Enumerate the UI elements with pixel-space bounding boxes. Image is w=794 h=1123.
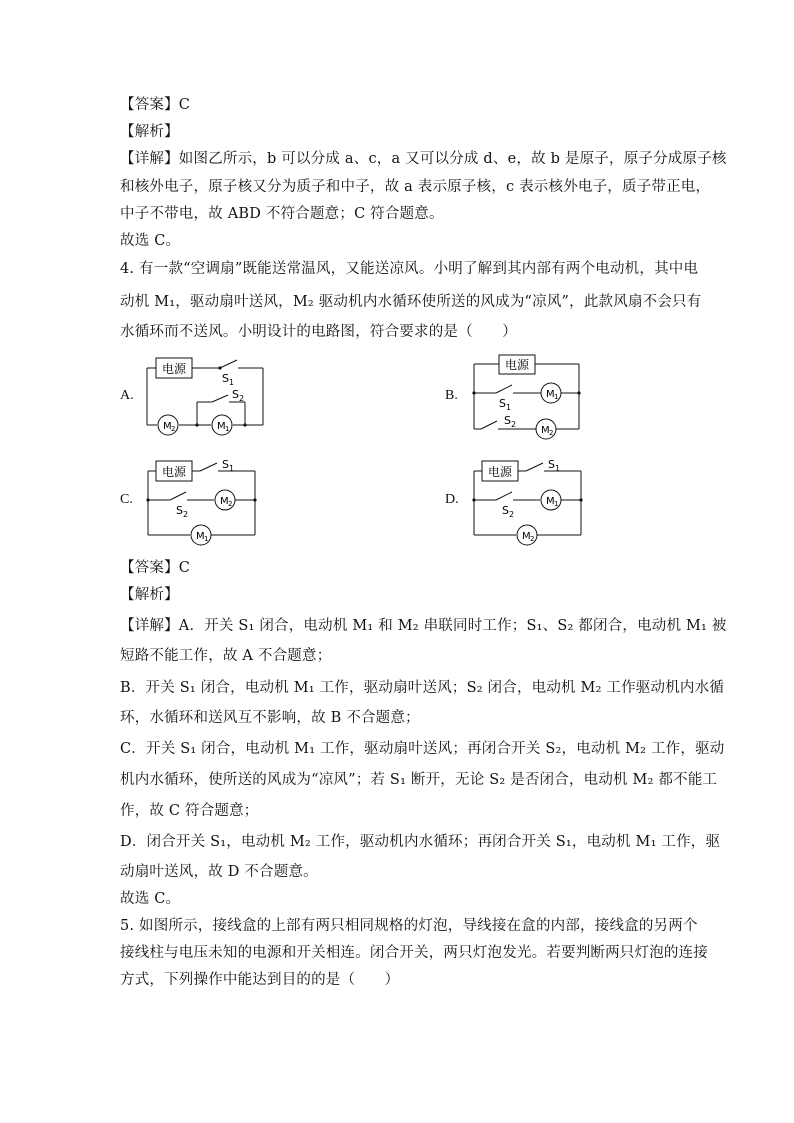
svg-text:M: M bbox=[541, 425, 550, 436]
switch-s2-label: S bbox=[502, 504, 509, 517]
svg-text:1: 1 bbox=[229, 464, 235, 473]
svg-text:2: 2 bbox=[509, 510, 515, 519]
q4-detail-line: 【详解】A．开关 S₁ 闭合，电动机 M₁ 和 M₂ 串联同时工作；S₁、S₂ 都闭合，电动机 M₁ 被 bbox=[120, 618, 727, 634]
switch-s2 bbox=[212, 395, 228, 402]
q3-detail-line-1: 【详解】如图乙所示，b 可以分成 a、c，a 又可以分成 d、e，故 b 是原子，原子分成原子核 bbox=[120, 151, 727, 167]
svg-text:1: 1 bbox=[506, 403, 512, 412]
power-source-label: 电源 bbox=[161, 465, 187, 479]
q4-analysis-heading: 【解析】 bbox=[120, 587, 179, 603]
q3-detail-line-2: 和核外电子，原子核又分为质子和中子，故 a 表示原子核，c 表示核外电子，质子带正电， bbox=[120, 179, 711, 195]
svg-text:M: M bbox=[546, 496, 555, 507]
switch-s1 bbox=[526, 463, 543, 471]
svg-text:M: M bbox=[217, 421, 226, 432]
svg-text:1: 1 bbox=[554, 500, 559, 508]
option-c-label: C. bbox=[120, 492, 133, 507]
q3-detail-line-3: 中子不带电，故 ABD 不符合题意；C 符合题意。 bbox=[120, 206, 444, 222]
option-a-label: A. bbox=[120, 388, 134, 403]
power-source-label: 电源 bbox=[487, 465, 513, 479]
svg-text:2: 2 bbox=[171, 425, 176, 433]
svg-text:1: 1 bbox=[229, 378, 235, 387]
svg-text:M: M bbox=[163, 421, 172, 432]
circuit-diagram-a bbox=[140, 350, 270, 440]
switch-s2-label: S bbox=[176, 504, 183, 517]
svg-text:M: M bbox=[220, 496, 229, 507]
q4-detail-line: C．开关 S₁ 闭合，电动机 M₁ 工作，驱动扇叶送风；再闭合开关 S₂，电动机 M₂ 工作，驱动 bbox=[120, 741, 725, 757]
circuit-diagram-c bbox=[140, 455, 264, 547]
svg-text:1: 1 bbox=[554, 393, 559, 401]
option-b-label: B. bbox=[445, 388, 458, 403]
circuit-diagram-b bbox=[466, 350, 588, 442]
q4-detail-line: B．开关 S₁ 闭合，电动机 M₁ 工作，驱动扇叶送风；S₂ 闭合，电动机 M₂ 工作驱动机内水循 bbox=[120, 680, 725, 696]
svg-text:1: 1 bbox=[555, 464, 561, 473]
switch-s1 bbox=[200, 463, 217, 471]
switch-s1-label: S bbox=[548, 458, 555, 471]
q5-stem-line-3: 方式，下列操作中能达到目的的是（ ） bbox=[120, 972, 400, 988]
q5-stem-line-1: 5. 如图所示，接线盒的上部有两只相同规格的灯泡，导线接在盒的内部，接线盒的另两个 bbox=[120, 918, 698, 934]
q4-answer: 【答案】C bbox=[120, 560, 191, 576]
q4-detail-line: 机内水循环，使所送的风成为“凉风”；若 S₁ 断开，无论 S₂ 是否闭合，电动机 M₂ 都不能工 bbox=[120, 772, 718, 788]
svg-text:M: M bbox=[196, 531, 205, 542]
switch-s2-label: S bbox=[504, 414, 511, 427]
q4-stem-line-2: 动机 M₁，驱动扇叶送风，M₂ 驱动机内水循环使所送的风成为“凉风”，此款风扇不会只有 bbox=[120, 294, 702, 310]
switch-s1-label: S bbox=[222, 372, 229, 385]
q4-detail-line: 环，水循环和送风互不影响，故 B 不合题意； bbox=[120, 710, 420, 726]
q4-stem-line-3: 水循环而不送风。小明设计的电路图，符合要求的是（ ） bbox=[120, 324, 517, 340]
q3-analysis-heading: 【解析】 bbox=[120, 124, 179, 140]
svg-text:2: 2 bbox=[549, 429, 554, 437]
svg-text:M: M bbox=[546, 389, 555, 400]
svg-text:2: 2 bbox=[511, 420, 517, 429]
switch-s2 bbox=[481, 421, 497, 429]
switch-s1 bbox=[220, 360, 237, 368]
q4-conclusion: 故选 C。 bbox=[120, 891, 181, 907]
switch-s1-label: S bbox=[222, 458, 229, 471]
q4-detail-line: 作，故 C 符合题意； bbox=[120, 803, 259, 819]
q3-conclusion: 故选 C。 bbox=[120, 233, 181, 249]
svg-text:2: 2 bbox=[530, 535, 535, 543]
q4-detail-line: D．闭合开关 S₁，电动机 M₂ 工作，驱动机内水循环；再闭合开关 S₁，电动机 M₁ 工作，驱 bbox=[120, 834, 721, 850]
svg-text:2: 2 bbox=[228, 500, 233, 508]
switch-s1-label: S bbox=[499, 397, 506, 410]
q4-detail-line: 动扇叶送风，故 D 不合题意。 bbox=[120, 864, 318, 880]
q4-stem-line-1: 4. 有一款“空调扇”既能送常温风，又能送凉风。小明了解到其内部有两个电动机，其中电 bbox=[120, 261, 699, 277]
switch-s2-label: S bbox=[232, 388, 239, 401]
switch-s2 bbox=[496, 492, 512, 500]
svg-text:1: 1 bbox=[204, 535, 209, 543]
q4-detail-line: 短路不能工作，故 A 不合题意； bbox=[120, 648, 332, 664]
svg-text:2: 2 bbox=[239, 394, 245, 403]
q3-answer: 【答案】C bbox=[120, 97, 191, 113]
q5-stem-line-2: 接线柱与电压未知的电源和开关相连。闭合开关，两只灯泡发光。若要判断两只灯泡的连接 bbox=[120, 945, 708, 961]
option-d-label: D. bbox=[445, 492, 459, 507]
switch-s1 bbox=[496, 385, 512, 393]
svg-text:M: M bbox=[522, 531, 531, 542]
power-source-label: 电源 bbox=[504, 358, 530, 372]
power-source-label: 电源 bbox=[161, 362, 187, 376]
svg-text:2: 2 bbox=[183, 510, 189, 519]
svg-text:1: 1 bbox=[225, 425, 230, 433]
switch-s2 bbox=[170, 492, 186, 500]
circuit-diagram-d bbox=[466, 455, 590, 547]
